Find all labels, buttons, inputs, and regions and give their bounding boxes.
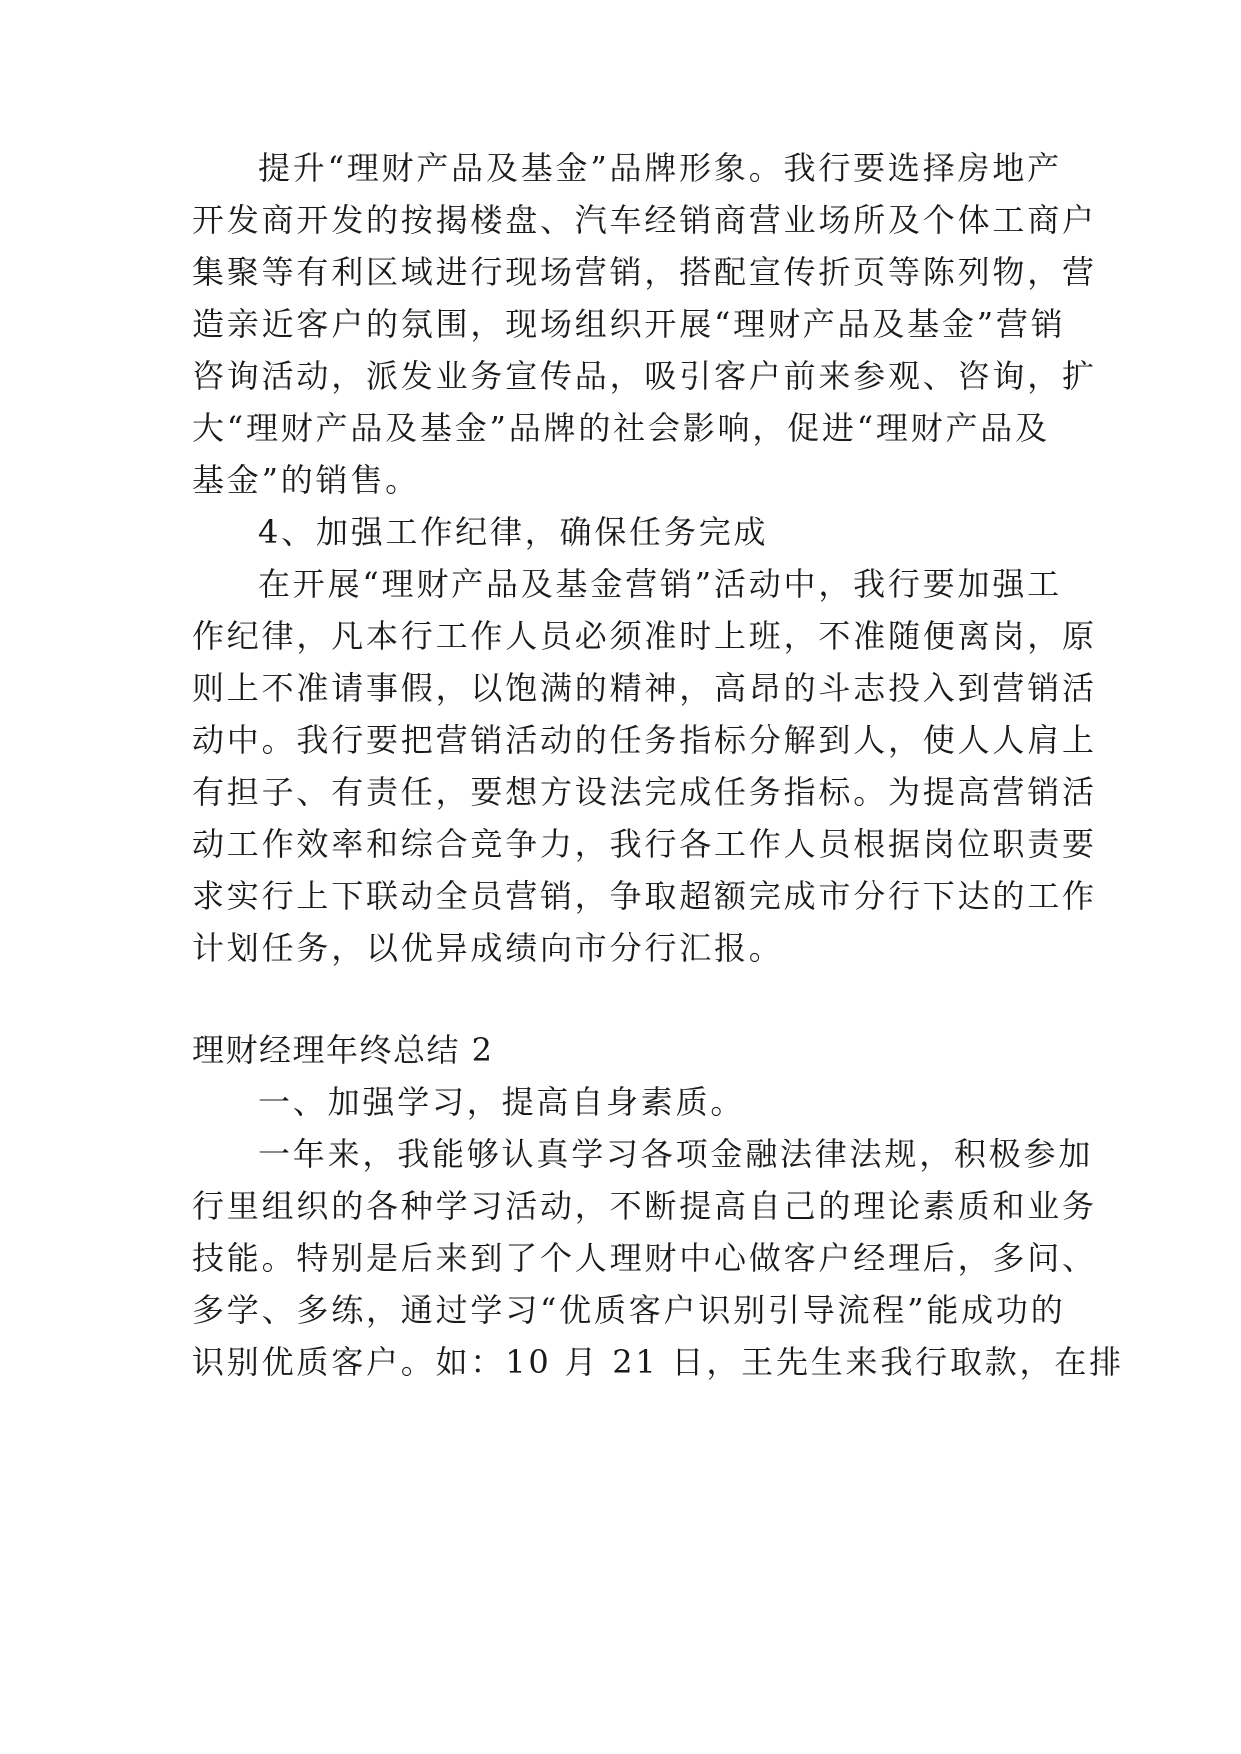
paragraph-line: 识别优质客户。如：10 月 21 日，王先生来我行取款，在排 [192,1343,1124,1381]
paragraph-line: 动中。我行要把营销活动的任务指标分解到人，使人人肩上 [192,721,1097,759]
section-title: 理财经理年终总结 2 [192,1031,494,1069]
paragraph-line: 在开展“理财产品及基金营销”活动中，我行要加强工 [258,565,1062,603]
paragraph-line: 大“理财产品及基金”品牌的社会影响，促进“理财产品及 [192,409,1050,447]
paragraph-line: 集聚等有利区域进行现场营销，搭配宣传折页等陈列物，营 [192,253,1097,291]
paragraph-line: 作纪律，凡本行工作人员必须准时上班，不准随便离岗，原 [192,617,1097,655]
paragraph-line: 多学、多练，通过学习“优质客户识别引导流程”能成功的 [192,1291,1066,1329]
subheading: 4、加强工作纪律，确保任务完成 [258,513,769,551]
paragraph-line: 咨询活动，派发业务宣传品，吸引客户前来参观、咨询，扩 [192,357,1097,395]
paragraph-line: 造亲近客户的氛围，现场组织开展“理财产品及基金”营销 [192,305,1066,343]
subheading: 一、加强学习，提高自身素质。 [258,1083,746,1121]
paragraph-line: 技能。特别是后来到了个人理财中心做客户经理后，多问、 [192,1239,1097,1277]
paragraph-line: 有担子、有责任，要想方设法完成任务指标。为提高营销活 [192,773,1097,811]
paragraph-line: 提升“理财产品及基金”品牌形象。我行要选择房地产 [258,149,1062,187]
paragraph-line: 开发商开发的按揭楼盘、汽车经销商营业场所及个体工商户 [192,201,1097,239]
paragraph-line: 动工作效率和综合竞争力，我行各工作人员根据岗位职责要 [192,825,1097,863]
paragraph-line: 一年来，我能够认真学习各项金融法律法规，积极参加 [258,1135,1094,1173]
paragraph-line: 则上不准请事假，以饱满的精神，高昂的斗志投入到营销活 [192,669,1097,707]
paragraph-line: 计划任务，以优异成绩向市分行汇报。 [192,929,784,967]
paragraph-line: 行里组织的各种学习活动，不断提高自己的理论素质和业务 [192,1187,1097,1225]
paragraph-line: 求实行上下联动全员营销，争取超额完成市分行下达的工作 [192,877,1097,915]
paragraph-line: 基金”的销售。 [192,461,420,499]
